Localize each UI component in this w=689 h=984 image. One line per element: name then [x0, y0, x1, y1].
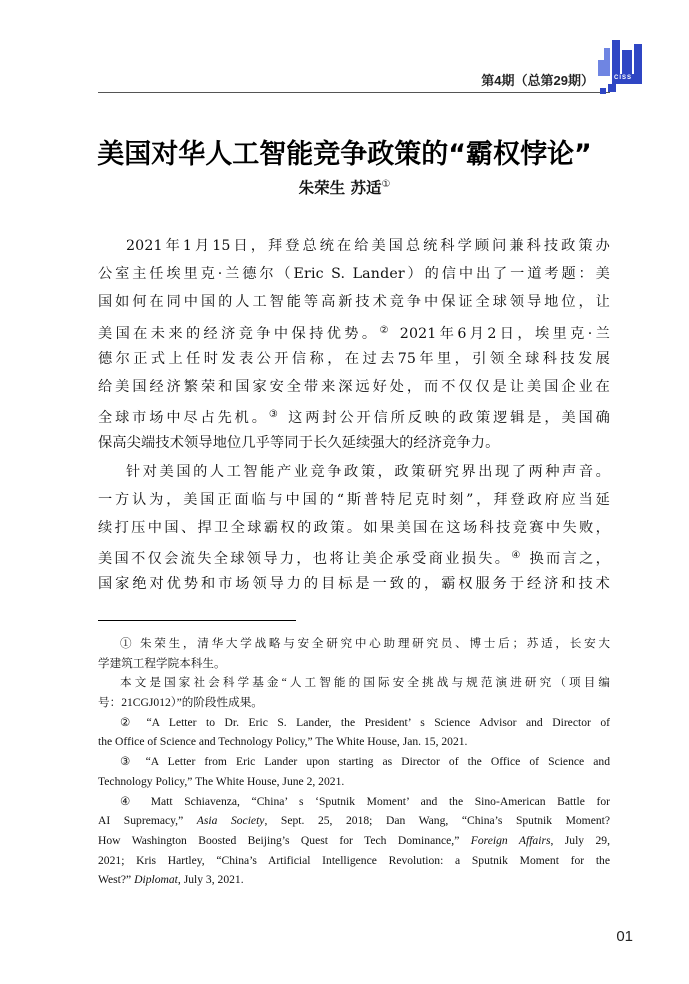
author-names: 朱荣生 苏适: [298, 179, 382, 197]
footnote-line: Technology Policy,” The White House, June 2, 2021.: [98, 774, 345, 788]
text-line: 全球市场中尽占先机。③ 这两封公开信所反映的政策逻辑是，美国确: [98, 409, 610, 427]
source-title: Diplomat: [134, 873, 178, 887]
text-line: 国如何在同中国的人工智能等高新技术竞争中保证全球领导地位，让: [98, 294, 610, 311]
text-line: 公室主任埃里克·兰德尔（Eric S. Lander）的信中出了一道考题：美: [98, 266, 610, 283]
text-line: 续打压中国、捍卫全球霸权的政策。如果美国在这场科技竞赛中失败，: [98, 519, 610, 536]
footnote-line: How Washington Boosted Beijing’s Quest for Tech Dominance,” Foreign Affairs, July 29,: [98, 833, 611, 847]
footnote-ref-2: ②: [379, 324, 392, 336]
text-line: 国家绝对优势和市场领导力的目标是一致的，霸权服务于经济和技术: [98, 576, 610, 593]
footnote-line: 号：21CGJ012）”的阶段性成果。: [98, 696, 263, 710]
footnote-line: AI Supremacy,” Asia Society, Sept. 25, 2018; Dan Wang, “China’s Sputnik Moment?: [98, 814, 611, 828]
text-line: 针对美国的人工智能产业竞争政策，政策研究界出现了两种声音。: [126, 463, 610, 480]
logo-text: CISS: [614, 75, 633, 81]
text-line: 德尔正式上任时发表公开信称，在过去75年里，引领全球科技发展: [98, 350, 610, 367]
text-line: 2021年1月15日，拜登总统在给美国总统科学顾问兼科技政策办: [126, 238, 610, 254]
source-title: Asia Society: [196, 814, 265, 828]
text-line: 美国在未来的经济竞争中保持优势。② 2021年6月2日，埃里克·兰: [98, 324, 610, 342]
article-authors: [0, 176, 689, 198]
footnotes: [98, 634, 610, 890]
issue-label: 第4期（总第29期）: [481, 73, 594, 88]
footnote-line: 2021; Kris Hartley, “China’s Artificial Intelligence Revolution: a Sputnik Moment for the: [98, 853, 610, 867]
footnote-line: 本文是国家社会科学基金“人工智能的国际安全挑战与规范演进研究（项目编: [120, 676, 610, 690]
source-title: Foreign Affairs: [470, 833, 551, 847]
footnote-line: ① 朱荣生，清华大学战略与安全研究中心助理研究员、博士后；苏适，长安大: [120, 637, 610, 650]
footnote-ref-4: ④: [511, 550, 523, 562]
footnote-line: ② “A Letter to Dr. Eric S. Lander, the President’ s Science Advisor and Director of: [120, 715, 610, 729]
footnote-line: ④ Matt Schiavenza, “China’ s ‘Sputnik Moment’ and the Sino-American Battle for: [120, 794, 610, 808]
body-paragraph-1: [98, 232, 610, 458]
footnote-ref-3: ③: [268, 409, 281, 421]
text-line: 一方认为，美国正面临与中国的“斯普特尼克时刻”，拜登政府应当延: [98, 491, 610, 508]
footnote-rule: [98, 620, 296, 621]
footnote-line: the Office of Science and Technology Policy,” The White House, Jan. 15, 2021.: [98, 735, 468, 749]
text-line: 给美国经济繁荣和国家安全带来深远好处，而不仅仅是让美国企业在: [98, 378, 610, 395]
page-number: 01: [616, 928, 633, 945]
header-rule: [98, 92, 610, 93]
journal-logo: [590, 40, 642, 96]
text-line: 美国不仅会流失全球领导力，也将让美企承受商业损失。④ 换而言之，: [98, 550, 610, 568]
author-note-marker: ①: [381, 179, 391, 190]
footnote-line: West?” Diplomat, July 3, 2021.: [98, 873, 244, 887]
footnote-line: ③ “A Letter from Eric Lander upon starting as Director of the Office of Science and: [120, 755, 610, 769]
footnote-line: 学建筑工程学院本科生。: [98, 656, 226, 670]
article-title: 美国对华人工智能竞争政策的“霸权悖论”: [97, 139, 592, 170]
text-line: 保高尖端技术领导地位几乎等同于长久延续强大的经济竞争力。: [98, 435, 500, 452]
body-paragraph-2: [98, 458, 610, 599]
